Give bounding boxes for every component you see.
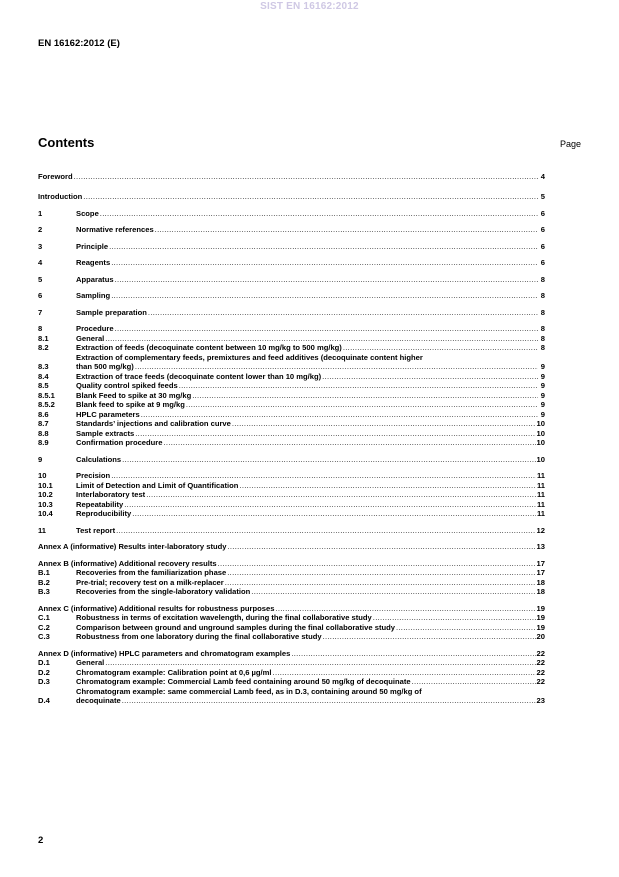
dot-leader (273, 668, 536, 678)
toc-entry-page: 17 (536, 558, 545, 568)
toc-entry[interactable] (38, 632, 545, 642)
toc-entry-number: 8.5 (38, 381, 49, 390)
toc-entry[interactable] (38, 381, 545, 391)
dot-leader (291, 649, 535, 659)
toc-entry-title: Normative references (76, 225, 154, 234)
toc-entry-title: Test report (76, 525, 116, 535)
dot-leader (115, 324, 538, 334)
toc-entry-number: B.3 (38, 587, 50, 596)
toc-entry-page: 5 (540, 192, 545, 201)
page-column-label: Page (560, 139, 582, 149)
toc-entry-title: Reagents (76, 258, 111, 267)
dot-leader (412, 677, 536, 687)
toc-entry-title: Blank Feed to spike at 30 mg/kg (76, 390, 192, 400)
toc-entry-number: D.4 (38, 696, 50, 705)
toc-entry-title: General (76, 333, 105, 343)
toc-entry-page: 8 (540, 291, 545, 300)
toc-entry[interactable] (38, 353, 545, 372)
toc-entry[interactable] (38, 526, 545, 536)
dot-leader (105, 334, 538, 344)
toc-entry-number: 7 (38, 307, 43, 317)
toc-entry-number: D.2 (38, 667, 50, 677)
dot-leader (132, 509, 536, 519)
toc-entry[interactable] (38, 587, 545, 597)
dot-leader (116, 526, 535, 536)
toc-entry-title: Scope (76, 208, 99, 218)
toc-entry-title: Apparatus (76, 274, 114, 284)
toc-entry-title: Extraction of feeds (decoquinate content between 10 mg/kg to 500 mg/kg) (76, 343, 342, 352)
toc-entry-page: 6 (540, 225, 545, 234)
toc-entry-number: B.1 (38, 568, 50, 577)
toc-entry-page: 8 (540, 274, 545, 284)
dot-leader (322, 372, 538, 382)
toc-entry-title-continued: decoquinate (76, 696, 121, 705)
dot-leader (179, 381, 538, 391)
toc-entry-page: 9 (540, 371, 545, 381)
toc-entry-title: Pre-trial; recovery test on a milk-replacer (76, 577, 224, 587)
toc-entry-title: Recoveries from the familiarization phase (76, 568, 227, 577)
dot-leader (164, 438, 536, 448)
toc-entry-number: 9 (38, 454, 43, 464)
toc-entry-number: 8.7 (38, 419, 49, 428)
toc-entry-page: 19 (536, 613, 545, 622)
toc-entry-page: 18 (536, 577, 545, 587)
toc-entry-page: 10 (536, 438, 545, 447)
toc-entry[interactable] (38, 568, 545, 578)
page-number: 2 (38, 835, 44, 846)
toc-entry[interactable] (38, 225, 545, 235)
toc-entry-page: 8 (540, 324, 545, 333)
dot-leader (373, 613, 536, 623)
toc-entry-number: D.3 (38, 677, 50, 686)
toc-entry-title: Interlaboratory test (76, 490, 146, 499)
toc-entry-number: C.2 (38, 622, 50, 632)
toc-entry[interactable] (38, 391, 545, 401)
toc-entry-title: Sample extracts (76, 428, 135, 438)
toc-entry-number: 10.1 (38, 480, 53, 490)
toc-entry-number: 10.2 (38, 490, 53, 499)
toc-entry-title: Annex A (informative) Results inter-laboratory study (38, 542, 227, 551)
dot-leader (111, 258, 538, 268)
dot-leader (83, 192, 538, 202)
toc-entry-number: 8.9 (38, 438, 49, 447)
toc-entry-page: 10 (536, 419, 545, 428)
toc-entry[interactable] (38, 192, 545, 202)
toc-entry-page: 19 (536, 622, 545, 632)
toc-entry-page: 6 (540, 258, 545, 267)
toc-entry-title: Chromatogram example: Calibration point at 0,6 µg/ml (76, 667, 272, 677)
toc-entry-page: 10 (536, 454, 545, 464)
dot-leader (227, 568, 535, 578)
toc-entry-title: Repeatability (76, 499, 124, 509)
toc-entry-page: 22 (536, 677, 545, 686)
toc-entry-number: D.1 (38, 658, 50, 667)
toc-entry-number: 8.8 (38, 428, 49, 438)
toc-entry-title: Calculations (76, 454, 122, 464)
toc-entry[interactable] (38, 604, 545, 614)
toc-entry-page: 12 (536, 525, 545, 535)
toc-entry[interactable] (38, 481, 545, 491)
toc-entry-title: Sampling (76, 291, 111, 300)
toc-entry-page: 22 (536, 658, 545, 667)
dot-leader (111, 471, 536, 481)
toc-entry[interactable] (38, 500, 545, 510)
toc-entry-title-continued: than 500 mg/kg) (76, 362, 134, 371)
dot-leader (192, 391, 538, 401)
toc-entry-title: Annex C (informative) Additional results for robustness purposes (38, 603, 275, 613)
toc-entry-title: Extraction of complementary feeds, premixtures and feed additives (decoquinate content higher (76, 352, 423, 362)
toc-entry-number: 10 (38, 471, 47, 480)
toc-entry-title: Robustness in terms of excitation wavelength, during the final collaborative study (76, 613, 372, 622)
dot-leader (186, 400, 538, 410)
toc-entry[interactable] (38, 471, 545, 481)
dot-leader (225, 578, 536, 588)
toc-entry-number: 2 (38, 225, 43, 234)
toc-entry-page: 22 (536, 648, 545, 658)
toc-entry[interactable] (38, 649, 545, 659)
watermark: SIST EN 16162:2012 (260, 1, 359, 12)
toc-entry-title: HPLC parameters (76, 409, 140, 419)
toc-entry-page: 11 (536, 480, 545, 490)
toc-entry-page: 13 (536, 542, 545, 551)
toc-entry-number: 10.4 (38, 509, 53, 518)
document-id: EN 16162:2012 (E) (38, 38, 120, 49)
toc-entry-number: 3 (38, 241, 43, 251)
toc-entry-page: 23 (536, 696, 545, 705)
toc-entry[interactable] (38, 400, 545, 410)
dot-leader (343, 343, 538, 353)
toc-entry-title: Chromatogram example: Commercial Lamb feed containing around 50 mg/kg of decoquinate (76, 677, 411, 686)
toc-entry-title: Reproducibility (76, 509, 132, 518)
toc-entry-title: Comparison between ground and unground samples during the final collaborative study (76, 622, 395, 632)
toc-entry-title: Sample preparation (76, 307, 147, 317)
dot-leader (251, 587, 535, 597)
toc-entry-page: 8 (540, 333, 545, 343)
toc-entry-title: Blank feed to spike at 9 mg/kg (76, 400, 185, 409)
toc-entry[interactable] (38, 677, 545, 687)
toc-entry-number: 8.6 (38, 409, 49, 419)
toc-entry-page: 11 (536, 471, 545, 480)
toc-entry[interactable] (38, 419, 545, 429)
toc-entry-page: 9 (540, 381, 545, 390)
dot-leader (232, 419, 536, 429)
toc-entry-title: Annex D (informative) HPLC parameters and chromatogram examples (38, 648, 291, 658)
toc-entry-page: 8 (540, 343, 545, 352)
dot-leader (124, 500, 536, 510)
toc-entry-page: 6 (540, 241, 545, 251)
toc-entry-title: Standards’ injections and calibration curve (76, 419, 231, 428)
toc-entry-number: B.2 (38, 577, 50, 587)
dot-leader (135, 362, 538, 372)
toc-entry-page: 9 (540, 362, 545, 371)
toc-entry[interactable] (38, 172, 545, 182)
toc-entry-number: 8.2 (38, 343, 49, 352)
dot-leader (148, 308, 538, 318)
toc-entry-page: 10 (536, 428, 545, 438)
toc-entry-number: 8.4 (38, 371, 49, 381)
toc-entry[interactable] (38, 509, 545, 519)
toc-entry-number: 8 (38, 324, 43, 333)
toc-entry-page: 17 (536, 568, 545, 577)
toc-entry-page: 8 (540, 307, 545, 317)
dot-leader (239, 481, 536, 491)
toc-entry[interactable] (38, 623, 545, 633)
toc-entry-number: 5 (38, 274, 43, 284)
toc-entry-title: Principle (76, 241, 109, 251)
dot-leader (74, 172, 538, 182)
toc-entry-title: Quality control spiked feeds (76, 381, 178, 390)
dot-leader (105, 658, 535, 668)
toc-entry[interactable] (38, 334, 545, 344)
toc-entry-title: General (76, 658, 105, 667)
toc-entry[interactable] (38, 455, 545, 465)
toc-entry-number: 8.1 (38, 333, 49, 343)
toc-entry-title: Limit of Detection and Limit of Quantification (76, 480, 239, 490)
toc-entry-number: 8.5.2 (38, 400, 55, 409)
toc-entry[interactable] (38, 308, 545, 318)
dot-leader (275, 604, 535, 614)
dot-leader (323, 632, 536, 642)
toc-entry[interactable] (38, 275, 545, 285)
toc-entry-number: C.1 (38, 613, 50, 622)
toc-entry[interactable] (38, 258, 545, 268)
toc-entry-page: 11 (536, 499, 545, 509)
dot-leader (135, 429, 535, 439)
toc-entry-title: Recoveries from the single-laboratory validation (76, 587, 251, 596)
toc-entry-title: Annex B (informative) Additional recovery results (38, 558, 217, 568)
toc-entry-number: 11 (38, 525, 47, 535)
toc-entry[interactable] (38, 429, 545, 439)
toc-entry-page: 11 (536, 509, 545, 518)
toc-entry-number: 6 (38, 291, 43, 300)
toc-entry[interactable] (38, 559, 545, 569)
toc-entry-page: 9 (540, 400, 545, 409)
toc-entry-number: 1 (38, 208, 43, 218)
toc-entry-title: Procedure (76, 324, 114, 333)
toc-entry-title: Confirmation procedure (76, 438, 163, 447)
toc-entry-title: Foreword (38, 172, 73, 181)
dot-leader (109, 242, 538, 252)
dot-leader (122, 455, 535, 465)
dot-leader (146, 490, 536, 500)
toc-entry[interactable] (38, 343, 545, 353)
toc-entry-page: 9 (540, 390, 545, 400)
dot-leader (227, 542, 535, 552)
toc-entry[interactable] (38, 542, 545, 552)
toc-entry[interactable] (38, 410, 545, 420)
toc-entry-page: 22 (536, 667, 545, 677)
toc-entry[interactable] (38, 668, 545, 678)
toc-entry-number: 8.5.1 (38, 390, 55, 400)
toc-entry-page: 11 (536, 490, 545, 499)
toc-entry-title: Robustness from one laboratory during the final collaborative study (76, 632, 322, 641)
toc-entry-number: 8.3 (38, 362, 49, 371)
toc-entry[interactable] (38, 490, 545, 500)
toc-entry-title: Chromatogram example: same commercial Lamb feed, as in D.3, containing around 50 mg/kg of (76, 686, 422, 696)
toc-entry[interactable] (38, 578, 545, 588)
toc-entry-page: 19 (536, 603, 545, 613)
toc-entry[interactable] (38, 687, 545, 706)
dot-leader (115, 275, 538, 285)
toc-entry[interactable] (38, 613, 545, 623)
toc-entry-page: 9 (540, 409, 545, 419)
table-of-contents (38, 172, 545, 706)
dot-leader (100, 209, 538, 219)
toc-entry[interactable] (38, 291, 545, 301)
toc-entry-title: Introduction (38, 192, 83, 201)
toc-entry[interactable] (38, 209, 545, 219)
dot-leader (218, 559, 536, 569)
toc-entry-number: C.3 (38, 632, 50, 641)
toc-entry[interactable] (38, 242, 545, 252)
toc-entry[interactable] (38, 438, 545, 448)
toc-entry[interactable] (38, 324, 545, 334)
toc-entry-number: 10.3 (38, 499, 53, 509)
dot-leader (155, 225, 538, 235)
dot-leader (111, 291, 538, 301)
toc-entry-title: Extraction of trace feeds (decoquinate content lower than 10 mg/kg) (76, 371, 322, 381)
toc-entry-page: 4 (540, 172, 545, 181)
toc-entry-page: 18 (536, 587, 545, 596)
dot-leader (396, 623, 536, 633)
toc-entry-page: 20 (536, 632, 545, 641)
dot-leader (141, 410, 538, 420)
toc-entry-title: Precision (76, 471, 111, 480)
toc-entry[interactable] (38, 658, 545, 668)
toc-entry-page: 6 (540, 208, 545, 218)
dot-leader (122, 696, 536, 706)
toc-entry[interactable] (38, 372, 545, 382)
toc-entry-number: 4 (38, 258, 43, 267)
contents-title: Contents (38, 135, 95, 150)
